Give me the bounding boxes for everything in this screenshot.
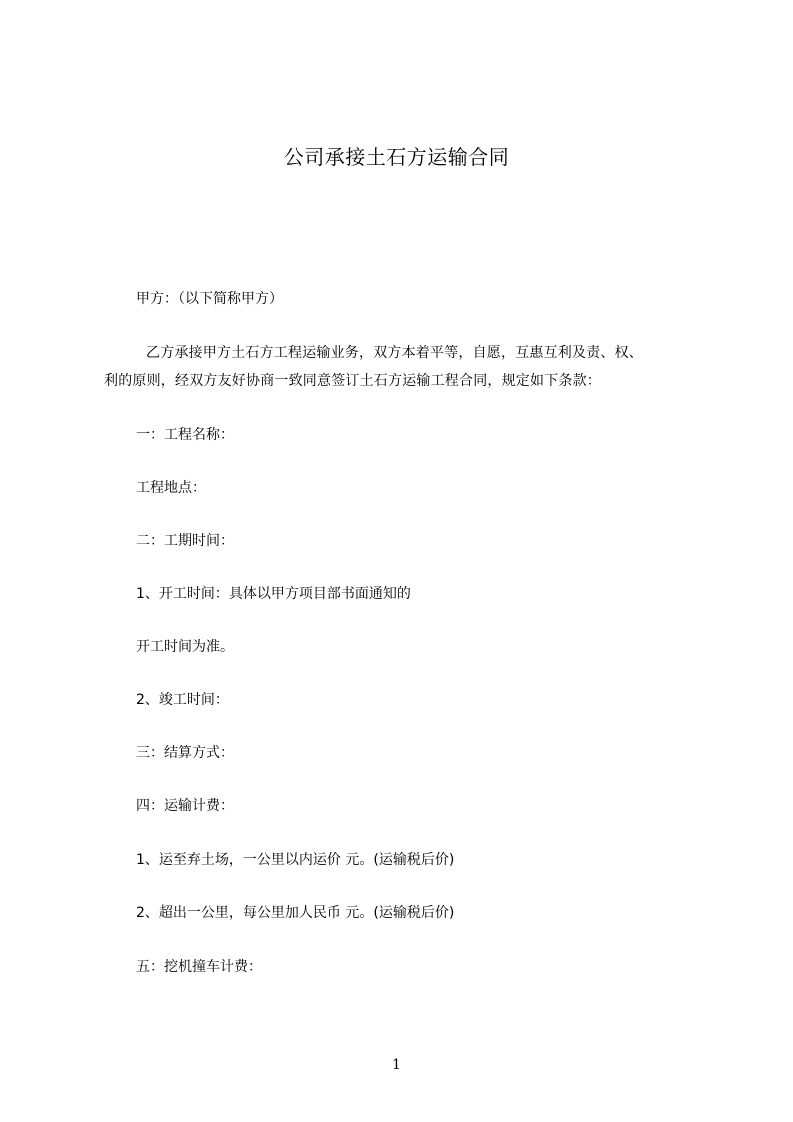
document-title: 公司承接土石方运输合同: [283, 145, 510, 169]
section-transport-fee: 四：运输计费：: [136, 798, 234, 814]
section-settlement: 三：结算方式：: [136, 745, 234, 761]
start-time-continued: 开工时间为准。: [136, 639, 234, 655]
project-location-line: 工程地点：: [136, 480, 206, 496]
intro-paragraph-line-1: 乙方承接甲方土石方工程运输业务，双方本着平等，自愿，互惠互利及责、权、: [146, 345, 643, 361]
completion-time-line: 2、竣工时间：: [136, 692, 229, 708]
fee-clause-2: 2、超出一公里，每公里加人民币 元。(运输税后价): [136, 905, 455, 921]
party-a-line: 甲方：（以下简称甲方）: [136, 291, 283, 307]
fee-clause-1: 1、运至弃土场，一公里以内运价 元。(运输税后价): [136, 852, 455, 868]
intro-paragraph-line-2: 利的原则，经双方友好协商一致同意签订土石方运输工程合同，规定如下条款：: [104, 373, 601, 389]
page-number: 1: [392, 1057, 401, 1073]
section-project-name: 一：工程名称：: [136, 427, 234, 443]
section-excavator-fee: 五：挖机撞车计费：: [136, 959, 262, 975]
section-schedule: 二：工期时间：: [136, 533, 234, 549]
start-time-line: 1、开工时间：具体以甲方项目部书面通知的: [136, 586, 411, 602]
